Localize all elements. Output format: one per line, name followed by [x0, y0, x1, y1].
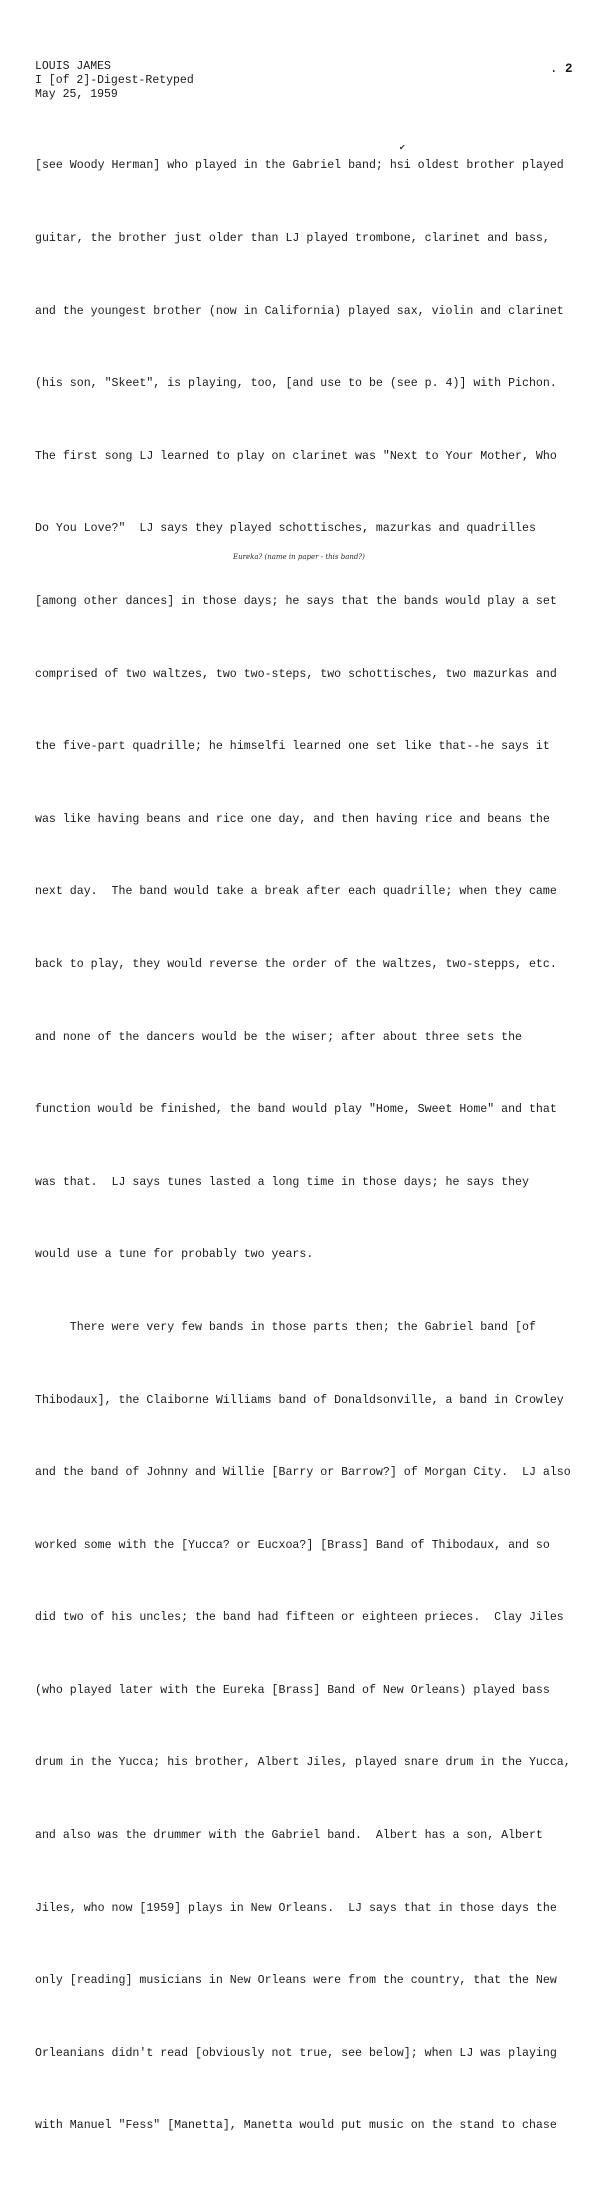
- body-line: guitar, the brother just older than LJ played trombone, clarinet and bass,: [35, 232, 550, 245]
- body-line: Do You Love?" LJ says they played schottisches, mazurkas and quadrilles: [35, 522, 536, 536]
- body-line: [see Woody Herman] who played in the Gabriel band; hsi oldest brother played: [35, 159, 564, 173]
- body-line: next day. The band would take a break after each quadrille; when they came: [35, 885, 557, 899]
- body-line: Orleanians didn't read [obviously not true, see below]; when LJ was playing: [35, 2046, 557, 2060]
- body-line: comprised of two waltzes, two two-steps, two schottisches, two mazurkas and: [35, 667, 557, 681]
- body-line: worked some with the [Yucca? or Eucxoa?] [Brass] Band of Thibodaux, and so: [35, 1538, 550, 1552]
- document-body: [35, 106, 580, 2187]
- body-line: the five-part quadrille; he himselfi learned one set like that--he says it: [35, 740, 550, 754]
- body-line: (who played later with the Eureka [Brass] Band of New Orleans) played bass: [35, 1683, 550, 1697]
- handwritten-margin-annotation: Eureka? (name in paper - this band?): [233, 553, 365, 561]
- body-line: only [reading] musicians in New Orleans were from the country, that the New: [35, 1974, 557, 1988]
- body-line: and none of the dancers would be the wiser; after about three sets the: [35, 1030, 523, 1044]
- body-line: was that. LJ says tunes lasted a long time in those days; he says they: [35, 1175, 529, 1189]
- page-number: 2: [565, 62, 573, 76]
- body-line: [among other dances] in those days; he says that the bands would play a set: [35, 594, 557, 608]
- body-line: and the youngest brother (now in California) played sax, violin and clarinet: [35, 304, 564, 318]
- page-dot: .: [550, 62, 558, 76]
- body-line: The first song LJ learned to play on clarinet was "Next to Your Mother, Who: [35, 449, 557, 463]
- body-line: drum in the Yucca; his brother, Albert Jiles, played snare drum in the Yucca,: [35, 1756, 571, 1770]
- body-line: with Manuel "Fess" [Manetta], Manetta would put music on the stand to chase: [35, 2119, 557, 2133]
- body-line: would use a tune for probably two years.: [35, 1248, 314, 1262]
- handwritten-tick-mark: ✔: [399, 143, 406, 152]
- header-part: I [of 2]-Digest-Retyped: [35, 74, 194, 87]
- body-line: did two of his uncles; the band had fifteen or eighteen prieces. Clay Jiles: [35, 1611, 564, 1625]
- body-line: and also was the drummer with the Gabriel band. Albert has a son, Albert: [35, 1829, 543, 1843]
- body-line: There were very few bands in those parts then; the Gabriel band [of: [35, 1320, 536, 1334]
- header-name: LOUIS JAMES: [35, 60, 111, 73]
- body-line: back to play, they would reverse the order of the waltzes, two-stepps, etc.: [35, 957, 557, 971]
- body-line: (his son, "Skeet", is playing, too, [and use to be (see p. 4)] with Pichon.: [35, 377, 557, 391]
- body-line: Jiles, who now [1959] plays in New Orleans. LJ says that in those days the: [35, 1901, 557, 1915]
- body-line: Thibodaux], the Claiborne Williams band of Donaldsonville, a band in Crowley: [35, 1393, 564, 1407]
- body-line: was like having beans and rice one day, and then having rice and beans the: [35, 812, 550, 826]
- body-line: and the band of Johnny and Willie [Barry or Barrow?] of Morgan City. LJ also: [35, 1466, 571, 1480]
- header-date: May 25, 1959: [35, 88, 118, 101]
- body-line: function would be finished, the band would play "Home, Sweet Home" and that: [35, 1103, 557, 1117]
